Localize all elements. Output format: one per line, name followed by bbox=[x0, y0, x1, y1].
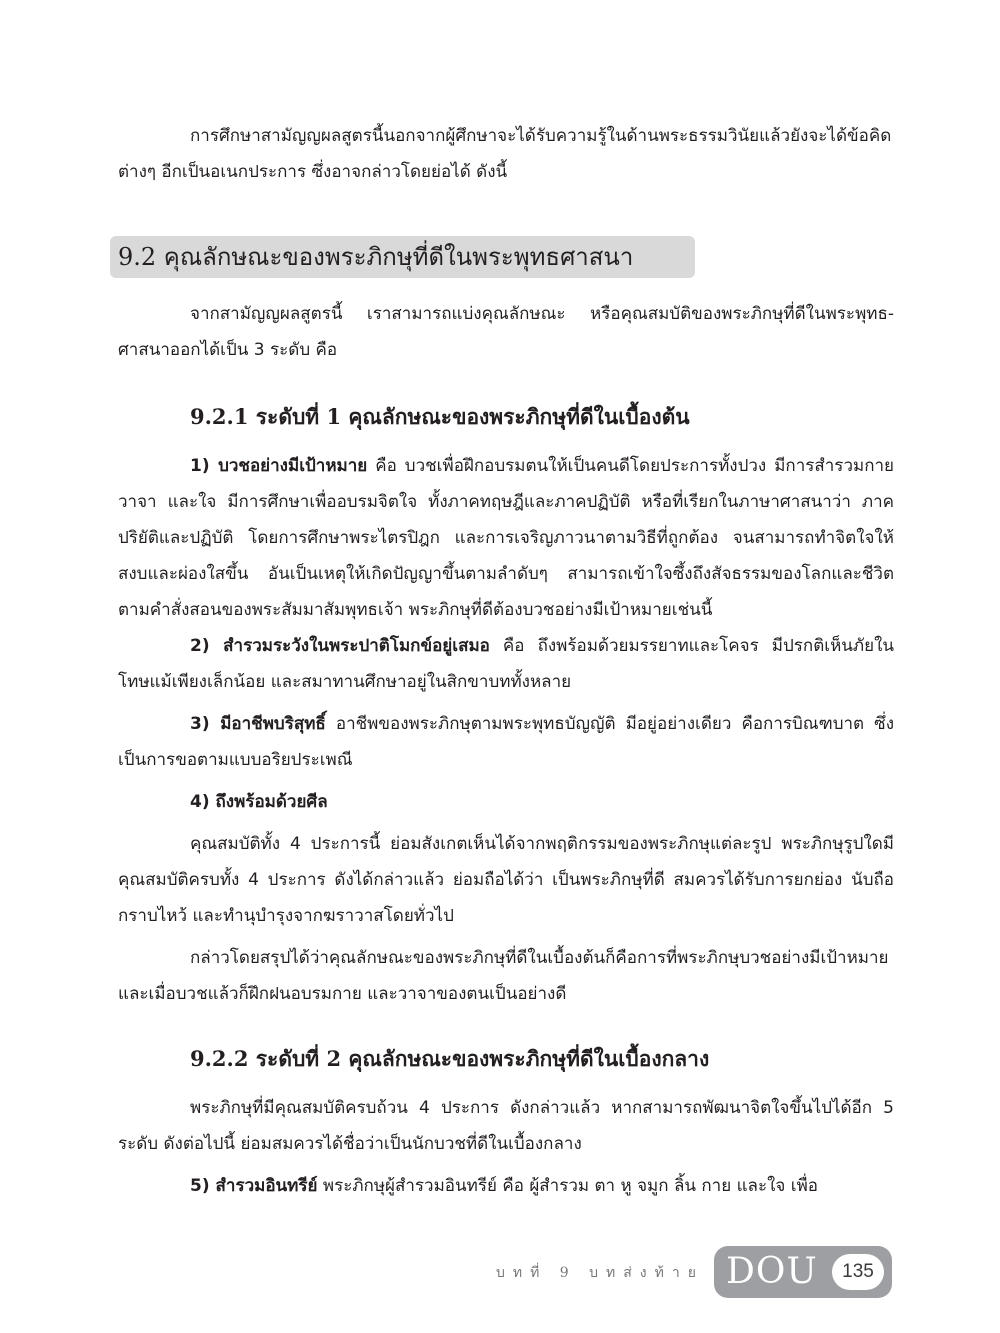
section-intro-text: จากสามัญญผลสูตรนี้ เราสามารถแบ่งคุณลักษณะ หรือคุณสมบัติของพระภิกษุที่ดีในพระพุทธ-ศาสนาออกได้เป็น 3 ระดับ คือ bbox=[118, 304, 894, 360]
dou-logo: DOU bbox=[726, 1251, 818, 1292]
level1-summary1-text: คุณสมบัติทั้ง 4 ประการนี้ ย่อมสังเกตเห็นได้จากพฤติกรรมของพระภิกษุแต่ละรูป พระภิกษุรูปใดมีคุณสมบัติครบทั้ง 4 ประการ ดังได้กล่าวแล้ว ย่อมถือได้ว่า เป็นพระภิกษุที่ดี สมควรได้รับการยกย่อง นับถือ กราบไหว้ และทำนุบำรุงจากฆราวาสโดยทั่วไป bbox=[118, 834, 894, 926]
intro-text: การศึกษาสามัญญผลสูตรนี้นอกจากผู้ศึกษาจะได้รับความรู้ในด้านพระธรรมวินัยแล้วยังจะได้ข้อคิดต่างๆ อีกเป็นอเนกประการ ซึ่งอาจกล่าวโดยย่อได้ ดังนี้ bbox=[118, 126, 892, 182]
page-number: 135 bbox=[832, 1254, 884, 1290]
level1-item2-title: 2) สำรวมระวังในพระปาติโมกข์อยู่เสมอ bbox=[190, 636, 490, 656]
level1-item1-text: คือ บวชเพื่อฝึกอบรมตนให้เป็นคนดีโดยประการทั้งปวง มีการสำรวมกาย วาจา และใจ มีการศึกษาเพื่ออบรมจิตใจ ทั้งภาคทฤษฎีและภาคปฏิบัติ หรือที่เรียกในภาษาศาสนาว่า ภาคปริยัติและปฏิบัติ โดยการศึกษาพระไตรปิฎก และการเจริญภาวนาตามวิธีที่ถูกต้อง จนสามารถทำจิตใจให้สงบและผ่องใสขึ้น อันเป็นเหตุให้เกิดปัญญาขึ้นตามลำดับๆ สามารถเข้าใจซึ้งถึงสัจธรรมของโลกและชีวิต ตามคำสั่งสอนของพระสัมมาสัมพุทธเจ้า พระภิกษุที่ดีต้องบวชอย่างมีเป้าหมายเช่นนี้ bbox=[118, 456, 894, 620]
level1-item4-title: 4) ถึงพร้อมด้วยศีล bbox=[190, 792, 328, 812]
level1-item2-text: คือ ถึงพร้อมด้วยมรรยาทและโคจร มีปรกติเห็นภัยในโทษแม้เพียงเล็กน้อย และสมาทานศึกษาอยู่ในสิกขาบททั้งหลาย bbox=[118, 636, 894, 692]
level1-item3-paragraph bbox=[118, 706, 894, 778]
level1-item1-paragraph bbox=[118, 448, 894, 628]
footer-page-badge bbox=[714, 1246, 892, 1298]
level1-summary1-paragraph bbox=[118, 826, 894, 934]
level2-intro-text: พระภิกษุที่มีคุณสมบัติครบถ้วน 4 ประการ ดังกล่าวแล้ว หากสามารถพัฒนาจิตใจขึ้นไปได้อีก 5 ระดับ ดังต่อไปนี้ ย่อมสมควรได้ชื่อว่าเป็นนักบวชที่ดีในเบื้องกลาง bbox=[118, 1098, 894, 1154]
level2-item5-text: พระภิกษุผู้สำรวมอินทรีย์ คือ ผู้สำรวม ตา หู จมูก ลิ้น กาย และใจ เพื่อ bbox=[317, 1176, 818, 1196]
level1-item4-paragraph bbox=[118, 784, 894, 820]
section-heading-box bbox=[110, 236, 695, 278]
level1-item1-title: 1) บวชอย่างมีเป้าหมาย bbox=[190, 456, 368, 476]
level2-heading: 9.2.2 ระดับที่ 2 คุณลักษณะของพระภิกษุที่ดีในเบื้องกลาง bbox=[190, 1046, 710, 1071]
level1-item2-paragraph bbox=[118, 628, 894, 700]
section-intro-paragraph bbox=[118, 296, 894, 368]
level1-heading: 9.2.1 ระดับที่ 1 คุณลักษณะของพระภิกษุที่ดีในเบื้องต้น bbox=[190, 404, 690, 429]
level1-item3-title: 3) มีอาชีพบริสุทธิ์ bbox=[190, 714, 326, 734]
level1-summary2-paragraph bbox=[118, 940, 894, 1012]
level1-item3-text: อาชีพของพระภิกษุตามพระพุทธบัญญัติ มีอยู่อย่างเดียว คือการบิณฑบาต ซึ่งเป็นการขอตามแบบอริยประเพณี bbox=[118, 714, 894, 770]
level2-item5-paragraph bbox=[118, 1168, 894, 1204]
level1-summary2-text: กล่าวโดยสรุปได้ว่าคุณลักษณะของพระภิกษุที่ดีในเบื้องต้นก็คือการที่พระภิกษุบวชอย่างมีเป้าหมาย และเมื่อบวชแล้วก็ฝึกฝนอบรมกาย และวาจาของตนเป็นอย่างดี bbox=[118, 948, 889, 1004]
level2-intro-paragraph bbox=[118, 1090, 894, 1162]
level2-item5-title: 5) สำรวมอินทรีย์ bbox=[190, 1176, 318, 1196]
intro-paragraph bbox=[118, 118, 894, 190]
section-heading-text: 9.2 คุณลักษณะของพระภิกษุที่ดีในพระพุทธศาสนา bbox=[118, 243, 634, 271]
footer-chapter-title: บทที่ 9 บทส่งท้าย bbox=[496, 1265, 704, 1281]
